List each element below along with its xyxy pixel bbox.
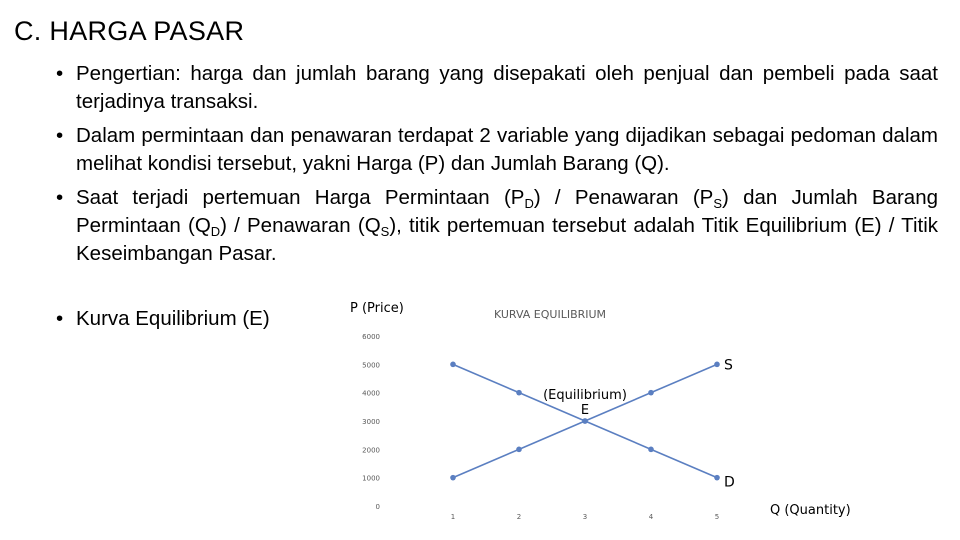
x-tick-label: 4: [648, 513, 654, 521]
series-label-d: D: [724, 474, 735, 491]
equilibrium-point-label: E: [580, 403, 590, 418]
data-point-d: [516, 390, 522, 396]
x-tick-label: 1: [450, 513, 456, 521]
chart-title: KURVA EQUILIBRIUM: [493, 308, 607, 321]
bullet-curve: • Kurva Equilibrium (E): [56, 307, 270, 331]
bullet3-text-5: ), titik pertemuan tersebut adalah Titik Equilibrium (E) / Titik Keseimbangan Pasar.: [76, 214, 938, 265]
bullet-equilibrium-point: [56, 184, 938, 268]
bullet-list: [56, 60, 938, 274]
equilibrium-chart: [340, 292, 880, 532]
bullet3-text-1: Saat terjadi pertemuan Harga Permintaan (P: [76, 186, 525, 209]
y-axis-label: P (Price): [350, 301, 404, 316]
y-tick-label: 0: [375, 503, 380, 511]
subscript-d: D: [524, 196, 534, 211]
subscript-s: S: [713, 196, 723, 211]
subscript-s: S: [380, 224, 390, 239]
data-point-d: [450, 362, 456, 368]
bullet3-text-4: ) / Penawaran (Q: [220, 214, 381, 237]
bullet3-text-2: ) / Penawaran (P: [533, 186, 714, 209]
y-tick-label: 2000: [362, 446, 380, 455]
y-tick-label: 6000: [362, 333, 380, 341]
bullet3-text-3: ) dan Jumlah Barang Permintaan (Q: [76, 186, 938, 237]
data-point-s: [582, 418, 588, 424]
equilibrium-annotation: (Equilibrium): [543, 388, 627, 403]
y-tick-label: 3000: [362, 418, 380, 426]
x-tick-label: 3: [582, 513, 588, 521]
bullet-definition: • Pengertian: harga dan jumlah barang yang disepakati oleh penjual dan pembeli pada saat terjadinya transaksi.: [56, 60, 938, 116]
x-tick-label: 5: [714, 513, 720, 521]
data-point-d: [714, 475, 720, 481]
y-tick-label: 4000: [362, 389, 380, 398]
data-point-s: [714, 362, 720, 368]
data-point-s: [648, 390, 654, 396]
bullet-variables: • Dalam permintaan dan penawaran terdapat 2 variable yang dijadikan sebagai pedoman dalam melihat kondisi tersebut, yakni Harga (P) dan Jumlah Barang (Q).: [56, 122, 938, 178]
subscript-d: D: [210, 224, 221, 239]
x-axis-label: Q (Quantity): [770, 503, 851, 518]
y-tick-label: 1000: [362, 474, 380, 483]
data-point-d: [648, 447, 654, 453]
series-label-s: S: [724, 357, 733, 374]
slide-title: C. HARGA PASAR: [14, 16, 245, 46]
x-tick-label: 2: [516, 513, 522, 521]
data-point-s: [516, 447, 522, 453]
data-point-s: [450, 475, 456, 481]
y-tick-label: 5000: [362, 361, 380, 370]
